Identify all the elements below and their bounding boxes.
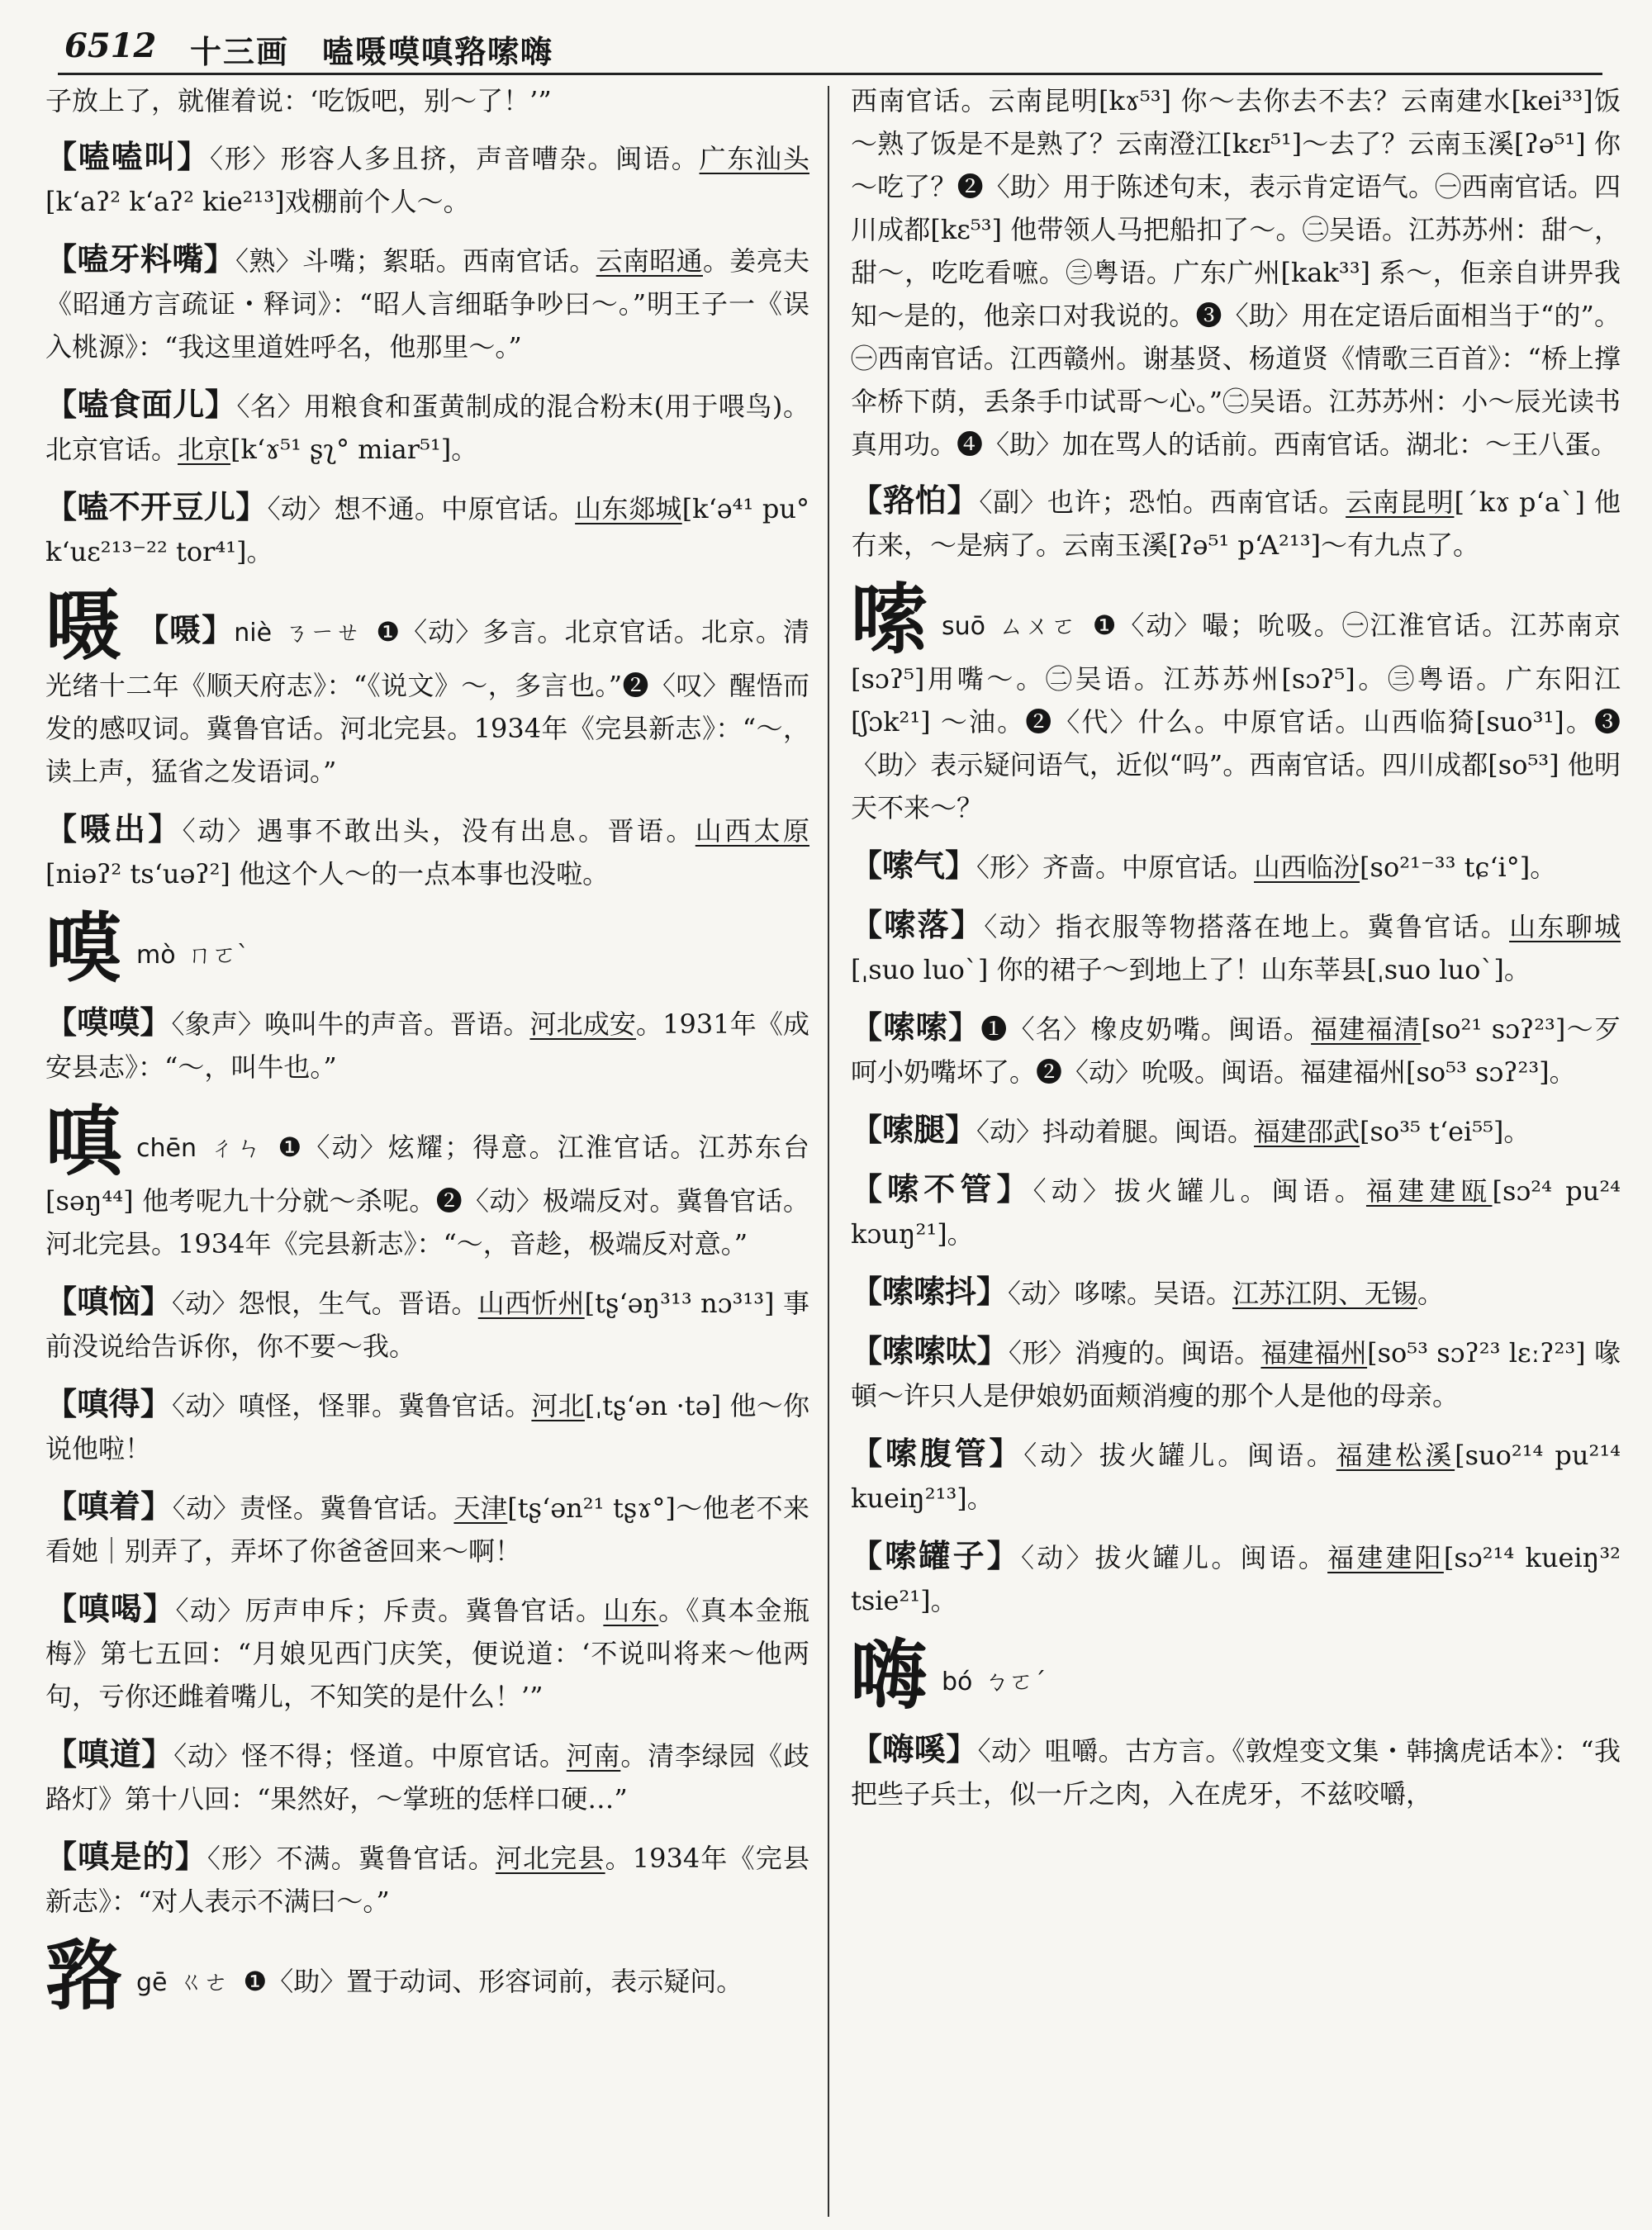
page-number: 6512	[64, 26, 157, 65]
entry-headword: 【嗔喝】	[45, 1590, 176, 1627]
entry-text: 〈副〉也许；恐怕。西南官话。	[979, 486, 1346, 518]
entry-text: 。1931年《成安县志》：“～，叫牛也。”	[45, 1008, 809, 1083]
entry-headword: 【嗨嗘】	[851, 1730, 978, 1767]
dialect-location: 福建福清	[1311, 1013, 1422, 1045]
entry-text: 〈形〉齐啬。中原官话。	[976, 852, 1255, 883]
entry-headword: 【嗠怕】	[851, 482, 980, 519]
dictionary-entry	[45, 383, 809, 471]
entry-text: 。1934年《完县新志》：“对人表示不满曰～。”	[45, 1843, 809, 1917]
zhuyin: ㄇㄛˋ	[187, 941, 249, 970]
entry-headword: 【嗼嗼】	[45, 1004, 172, 1041]
entry-text: ❶〈名〉橡皮奶嘴。闽语。	[980, 1013, 1312, 1045]
entry-text: 〈动〉咀嚼。古方言。	[977, 1735, 1232, 1767]
head-character: 嗠	[45, 1931, 122, 2020]
entry-text: [ˌsuo luoˋ] 你的裙子～到地上了！山东莘县[ˌsuo luoˋ]。	[851, 954, 1531, 985]
dialect-location: 山东郯城	[575, 493, 682, 524]
dictionary-entry	[851, 1535, 1621, 1622]
dialect-location: 山东聊城	[1509, 911, 1621, 942]
dictionary-entry	[851, 1006, 1621, 1094]
entry-headword: 【嗫出】	[45, 810, 183, 847]
pinyin: gē	[136, 1968, 168, 1997]
dialect-location: 云南昆明	[1346, 486, 1455, 518]
entry-text: [suo²¹⁴ pu²¹⁴ kueiŋ²¹³]。	[851, 1440, 1621, 1514]
dictionary-entry	[45, 238, 809, 368]
dialect-location: 河北	[531, 1390, 585, 1421]
dictionary-entry	[45, 1280, 809, 1368]
entry-text: 〈动〉遇事不敢出头，没有出息。晋语。	[182, 815, 695, 847]
entry-text: 〈形〉消瘦的。闽语。	[1008, 1337, 1261, 1369]
dictionary-entry	[851, 479, 1621, 567]
pinyin: bó	[942, 1668, 973, 1696]
zhuyin: ㄋㄧㄝ	[283, 619, 362, 648]
entry-text: [ˊkɤ p‘aˋ] 他冇来，～是病了。云南玉溪[ʔə⁵¹ p‘A²¹³]～有九点了。	[851, 486, 1621, 561]
entry-text: [so²¹ sɔʔ²³]～歹呵小奶嘴坏了。❷〈动〉吮吸。闽语。福建福州[so⁵³ sɔʔ²³]。	[851, 1013, 1621, 1088]
pinyin: mò	[136, 941, 176, 970]
entry-text: [tʂ‘ən²¹ tʂɤ°]～他老不来看她｜别弄了，弄坏了你爸爸回来～啊！	[45, 1492, 809, 1567]
entry-text: 〈动〉厉声申斥；斥责。冀鲁官话。	[175, 1595, 604, 1626]
entry-text: 〈动〉怨恨，生气。晋语。	[171, 1288, 478, 1319]
head-character: 嗼	[45, 904, 122, 993]
entry-text: 《敦煌变文集・韩擒虎话本》：“我把些子兵士，似一斤之肉，入在虎牙，不兹咬嚼，	[851, 1735, 1621, 1810]
character-entry	[45, 1931, 809, 2020]
dictionary-entry	[45, 808, 809, 895]
character-entry	[851, 1630, 1621, 1720]
dictionary-entry	[45, 1835, 809, 1923]
entry-text: 。姜亮夫《昭通方言疏证・释词》：“昭人言细聒争吵曰～。”明王子一《误入桃源》：“我这里道姓呼名，他那里～。”	[45, 245, 809, 363]
dialect-location: 云南昭通	[596, 245, 703, 277]
entry-text: ❶〈动〉多言。北京官话。北京。清光绪十二年《顺天府志》：“《说文》～，多言也。”❷〈叹〉醒悟而发的感叹词。冀鲁官话。河北完县。1934年《完县新志》：“～，读上声，猛省之发语词。”	[45, 616, 809, 787]
entry-headword: 【嗑嗑叫】	[45, 138, 211, 175]
entry-text: 〈熟〉斗嘴；絮聒。西南官话。	[235, 245, 596, 277]
dialect-location: 江苏江阴、无锡	[1232, 1278, 1418, 1309]
right-column	[851, 79, 1621, 1830]
entry-text: 〈动〉抖动着腿。闽语。	[976, 1116, 1255, 1147]
entry-text: 〈动〉哆嗦。吴语。	[1008, 1278, 1233, 1309]
entry-headword: 【嗦气】	[851, 847, 977, 884]
dialect-location: 河北成安	[529, 1008, 636, 1040]
entry-headword: 【嗦腿】	[851, 1111, 977, 1148]
dialect-location: 广东汕头	[699, 143, 809, 174]
dictionary-entry	[45, 1733, 809, 1820]
running-title: 十三画 嗑嗫嗼嗔嗠嗦嗨	[190, 33, 554, 70]
entry-headword: 【嗔恼】	[45, 1283, 172, 1320]
page-header	[58, 15, 1602, 73]
dictionary-entry	[851, 1168, 1621, 1255]
dictionary-entry	[851, 1728, 1621, 1815]
zhuyin: ㄅㄛˊ	[984, 1668, 1047, 1696]
entry-headword: 【嗦不管】	[851, 1170, 1033, 1208]
dictionary-entry	[45, 1485, 809, 1573]
dictionary-entry	[851, 1330, 1621, 1417]
entry-text: 〈动〉想不通。中原官话。	[267, 493, 576, 524]
left-column	[45, 79, 809, 2028]
dictionary-entry	[45, 1587, 809, 1718]
entry-headword: 【嗔着】	[45, 1487, 173, 1525]
entry-text: 〈象声〉唤叫牛的声音。晋语。	[171, 1008, 530, 1040]
variant-character: 【嗫】	[136, 611, 235, 648]
entry-text: [niəʔ² ts‘uəʔ²] 他这个人～的一点本事也没啦。	[45, 858, 610, 890]
entry-text: [k‘aʔ² k‘aʔ² kie²¹³]戏棚前个人～。	[45, 186, 470, 217]
dialect-location: 河南	[566, 1740, 621, 1772]
continued-text: 子放上了，就催着说：‘吃饭吧，别～了！’”	[45, 85, 552, 116]
entry-text: 。《真本金瓶梅》第七五回：“月娘见西门庆笑，便说道：‘不说叫将来～他两句，亏你还雌着嘴儿，不知笑的是什么！’”	[45, 1595, 809, 1712]
dialect-location: 福建邵武	[1254, 1116, 1360, 1147]
dictionary-entry	[851, 1432, 1621, 1520]
entry-text: [k‘ə⁴¹ pu° k‘uɛ²¹³⁻²² tor⁴¹]。	[45, 493, 809, 567]
entry-text: 〈形〉不满。冀鲁官话。	[206, 1843, 496, 1874]
dialect-location: 福建松溪	[1336, 1440, 1455, 1471]
entry-text: 〈动〉嗔怪，怪罪。冀鲁官话。	[171, 1390, 532, 1421]
entry-headword: 【嗑食面儿】	[45, 386, 237, 423]
character-entry	[851, 575, 1621, 829]
entry-headword: 【嗔得】	[45, 1385, 172, 1422]
dictionary-entry	[45, 1383, 809, 1470]
dialect-location: 天津	[453, 1492, 508, 1524]
entry-headword: 【嗦嗦呔】	[851, 1332, 1009, 1369]
pinyin: suō	[942, 612, 986, 641]
zhuyin: ㄙㄨㄛ	[997, 612, 1078, 641]
column-divider	[828, 86, 829, 2217]
entry-text: ❶〈动〉嘬；吮吸。㊀江淮官话。江苏南京[sɔʔ⁵]用嘴～。㊁吴语。江苏苏州[sɔʔ⁵]。㊂粤语。广东阳江[ʃɔk²¹] ～油。❷〈代〉什么。中原官话。山西临猗[suo³¹]。❸〈助〉表示疑问语气，近似“吗”。西南官话。四川成都[so⁵³] 他明天不来～？	[851, 610, 1621, 823]
entry-headword: 【嗔道】	[45, 1735, 174, 1772]
character-entry	[45, 1097, 809, 1265]
dictionary-entry	[851, 844, 1621, 889]
dialect-location: 河北完县	[495, 1843, 605, 1874]
entry-text: 〈动〉怪不得；怪道。中原官话。	[173, 1740, 567, 1772]
character-entry	[45, 581, 809, 793]
entry-headword: 【嗑牙料嘴】	[45, 240, 235, 278]
entry-text: [so³⁵ t‘ei⁵⁵]。	[1360, 1116, 1531, 1147]
dialect-location: 北京	[178, 434, 231, 465]
entry-text: [tʂ‘əŋ³¹³ nɔ³¹³] 事前没说给告诉你，你不要～我。	[45, 1288, 809, 1362]
entry-text: 〈动〉责怪。冀鲁官话。	[172, 1492, 454, 1524]
header-rule	[58, 73, 1602, 75]
pinyin: chēn	[136, 1134, 197, 1163]
head-character: 嗫	[45, 581, 122, 671]
entry-headword: 【嗑不开豆儿】	[45, 488, 268, 525]
entry-headword: 【嗔是的】	[45, 1838, 207, 1875]
dictionary-entry	[851, 904, 1621, 991]
dialect-location: 山西忻州	[477, 1288, 585, 1319]
entry-text: ❶〈助〉置于动词、形容词前，表示疑问。	[243, 1966, 743, 1997]
entry-headword: 【嗦落】	[851, 906, 985, 943]
entry-text: 〈动〉指衣服等物搭落在地上。冀鲁官话。	[984, 911, 1510, 942]
pinyin: niè	[234, 619, 273, 648]
zhuyin: ㄔㄣ	[208, 1134, 263, 1163]
entry-text: 〈动〉拔火罐儿。闽语。	[1032, 1175, 1366, 1207]
entry-text: ❶〈动〉炫耀；得意。江淮官话。江苏东台[səŋ⁴⁴] 他考呢九十分就～杀呢。❷〈动〉极端反对。冀鲁官话。河北完县。1934年《完县新志》：“～，音趁，极端反对意。”	[45, 1132, 809, 1260]
entry-headword: 【嗦嗦抖】	[851, 1273, 1009, 1310]
entry-text: 〈动〉拔火罐儿。闽语。	[1023, 1440, 1336, 1471]
head-character: 嗨	[851, 1630, 928, 1720]
dictionary-entry	[45, 135, 809, 223]
dialect-location: 山西临汾	[1254, 852, 1360, 883]
entry-text: 。清李绿园《歧路灯》第十八回：“果然好，～掌班的恁样口硬…”	[45, 1740, 809, 1815]
dictionary-entry	[45, 1001, 809, 1089]
entry-text: 〈动〉拔火罐儿。闽语。	[1020, 1542, 1328, 1573]
dictionary-entry	[851, 1108, 1621, 1153]
entry-text: [ˌtʂ‘ən ·tə] 他～你说他啦！	[45, 1390, 809, 1464]
entry-text: [sɔ²⁴ pu²⁴ kɔuŋ²¹]。	[851, 1175, 1621, 1250]
entry-headword: 【嗦腹管】	[851, 1435, 1024, 1472]
entry-text: [k‘ɤ⁵¹ ʂʅ° miar⁵¹]。	[230, 434, 478, 465]
entry-text: 〈形〉形容人多且挤，声音嘈杂。闽语。	[210, 143, 700, 174]
dialect-location: 福建建瓯	[1365, 1175, 1493, 1207]
dialect-location: 山西太原	[695, 815, 809, 847]
entry-text: [sɔ²¹⁴ kueiŋ³² tsie²¹]。	[851, 1542, 1621, 1616]
head-character: 嗦	[851, 575, 928, 664]
dialect-location: 山东	[603, 1595, 659, 1626]
dialect-location: 福建福州	[1260, 1337, 1368, 1369]
continued-text: 西南官话。云南昆明[kɤ⁵³] 你～去你去不去？云南建水[kei³³]饭～熟了饭是不是熟了？云南澄江[kɛɪ⁵¹]～去了？云南玉溪[ʔə⁵¹] 你～吃了？❷〈助〉用于陈述句末，表示肯定语气。㊀西南官话。四川成都[kɛ⁵³] 他带领人马把船扣了～。㊁吴语。江苏苏州：甜～，甜～，吃吃看嗻。㊂粤语。广东广州[kak³³] 系～，佢亲自讲畀我知～是的，他亲口对我说的。❸〈助〉用在定语后面相当于“的”。㊀西南官话。江西赣州。谢基贤、杨道贤《情歌三百首》：“桥上撑伞桥下荫，丢条手巾试哥～心。”㊁吴语。江苏苏州：小～辰光读书真用功。❹〈助〉加在骂人的话前。西南官话。湖北：～王八蛋。	[851, 85, 1621, 460]
head-character: 嗔	[45, 1097, 122, 1186]
dictionary-entry	[45, 486, 809, 573]
dialect-location: 福建建阳	[1327, 1542, 1444, 1573]
dictionary-entry	[851, 1270, 1621, 1315]
entry-text: 〈名〉用粮食和蛋黄制成的混合粉末(用于喂鸟)。北京官话。	[45, 391, 809, 465]
entry-text: 。	[1417, 1278, 1445, 1309]
character-entry	[45, 904, 809, 993]
entry-text: [so²¹⁻³³ tɕ‘i°]。	[1360, 852, 1557, 883]
entry-headword: 【嗦嗦】	[851, 1008, 981, 1046]
entry-text: [so⁵³ sɔʔ²³ lɛːʔ²³] 喙頓～许只人是伊娘奶面颊消瘦的那个人是他的母亲。	[851, 1337, 1621, 1412]
entry-headword: 【嗦罐子】	[851, 1537, 1021, 1574]
zhuyin: ㄍㄜ	[178, 1968, 229, 1997]
